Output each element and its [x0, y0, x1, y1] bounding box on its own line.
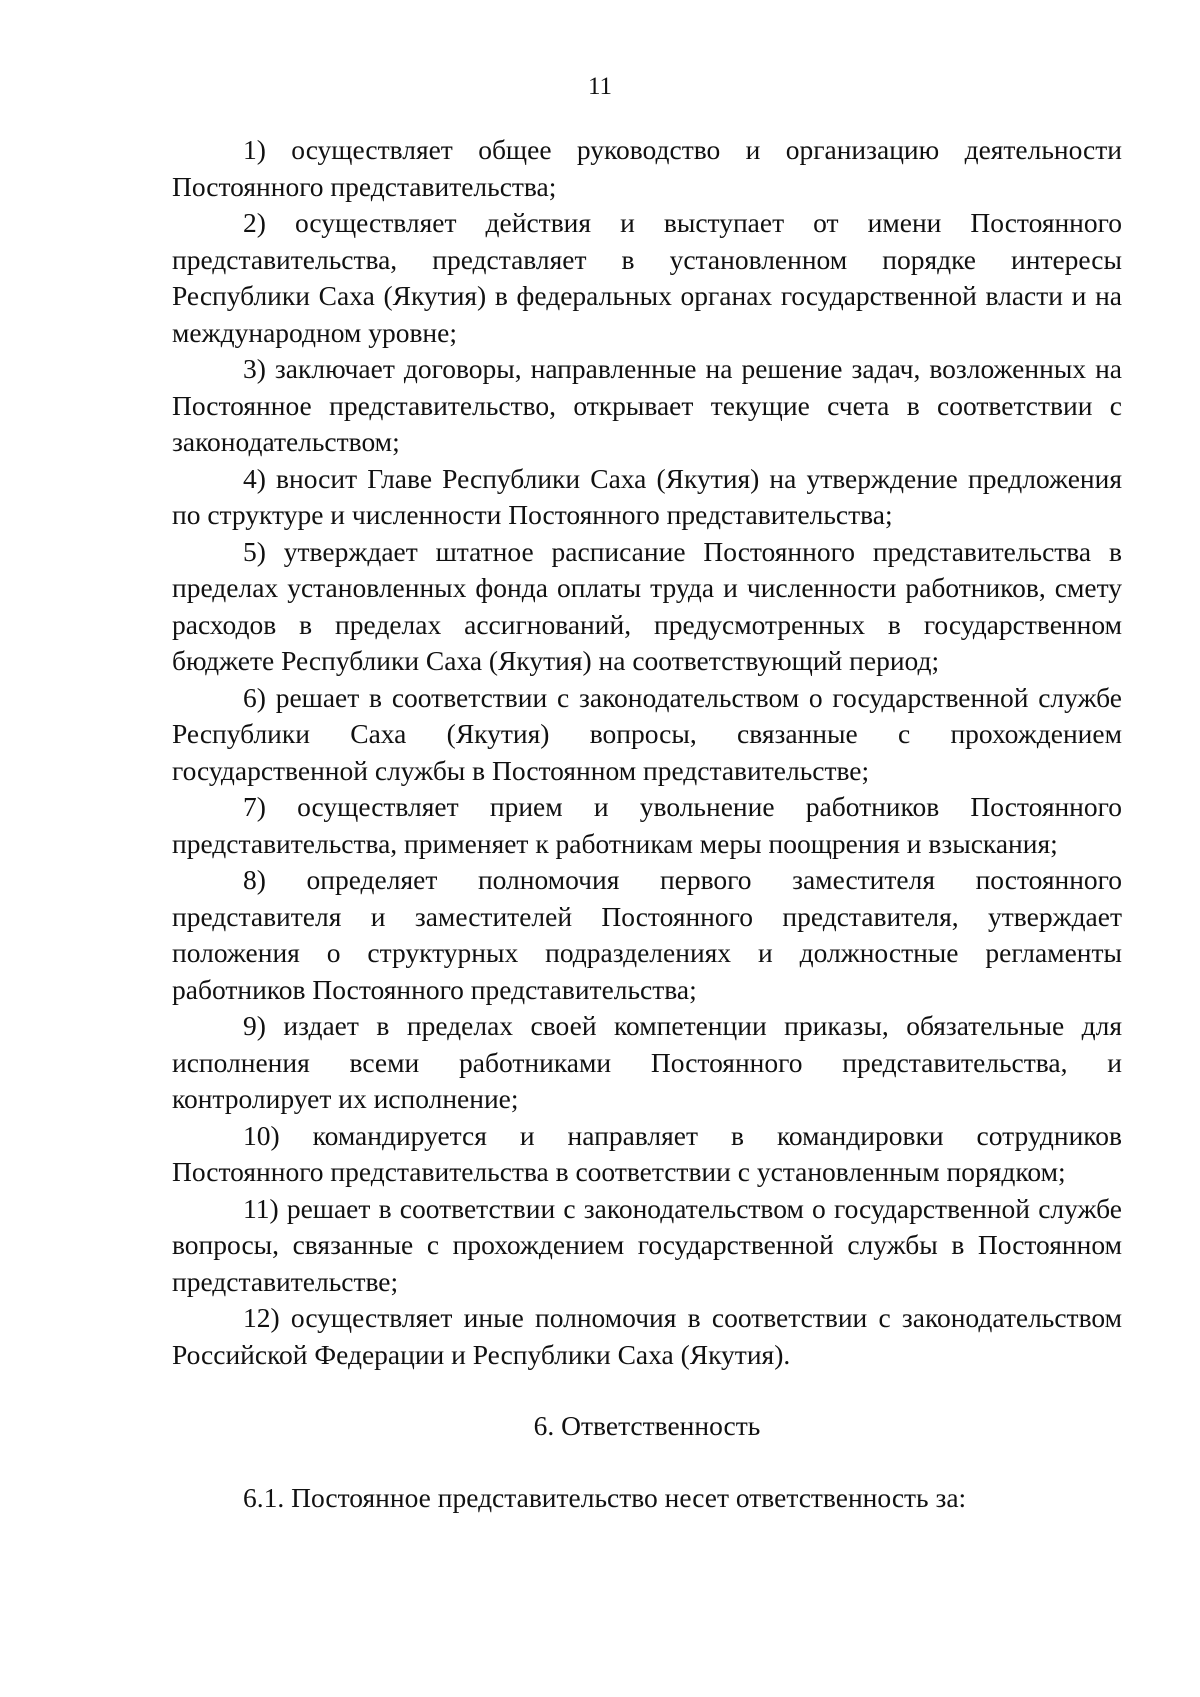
list-item: 3) заключает договоры, направленные на решение задач, возложенных на Постоянное представительство, открывает текущие счета в соответствии с законодательством; [172, 353, 1122, 457]
page-number: 11 [587, 73, 613, 100]
list-item: 2) осуществляет действия и выступает от имени Постоянного представительства, представляет в установленном порядке интересы Республики Саха (Якутия) в федеральных органах государственной власти и на международном уровне; [172, 207, 1122, 348]
document-body [172, 132, 1122, 1516]
list-item: 11) решает в соответствии с законодательством о государственной службе вопросы, связанные с прохождением государственной службы в Постоянном представительстве; [172, 1192, 1122, 1297]
list-item: 12) осуществляет иные полномочия в соответствии с законодательством Российской Федерации и Республики Саха (Якутия). [172, 1302, 1122, 1370]
section-heading: 6. Ответственность [533, 1410, 761, 1441]
list-item: 1) осуществляет общее руководство и организацию деятельности Постоянного представительства; [172, 134, 1122, 202]
list-item: 10) командируется и направляет в командировки сотрудников Постоянного представительства в соответствии с установленным порядком; [172, 1119, 1122, 1187]
list-item: 9) издает в пределах своей компетенции приказы, обязательные для исполнения всеми работниками Постоянного представительства, и контролирует их исполнение; [172, 1010, 1122, 1114]
list-item: 7) осуществляет прием и увольнение работников Постоянного представительства, применяет к работникам меры поощрения и взыскания; [172, 791, 1122, 859]
subsection-text: 6.1. Постоянное представительство несет ответственность за: [243, 1481, 967, 1513]
list-item: 5) утверждает штатное расписание Постоянного представительства в пределах установленных фонда оплаты труда и численности работников, смету расходов в пределах ассигнований, предусмотренных в государственном бюджете Республики Саха (Якутия) на соответствующий период; [172, 535, 1122, 676]
list-item: 8) определяет полномочия первого заместителя постоянного представителя и заместителей Постоянного представителя, утверждает положения о структурных подразделениях и должностные регламенты работников Постоянного представительства; [172, 864, 1122, 1005]
list-item: 6) решает в соответствии с законодательством о государственной службе Республики Саха (Якутия) вопросы, связанные с прохождением государственной службы в Постоянном представительстве; [172, 681, 1122, 786]
list-item: 4) вносит Главе Республики Саха (Якутия) на утверждение предложения по структуре и численности Постоянного представительства; [172, 462, 1122, 530]
